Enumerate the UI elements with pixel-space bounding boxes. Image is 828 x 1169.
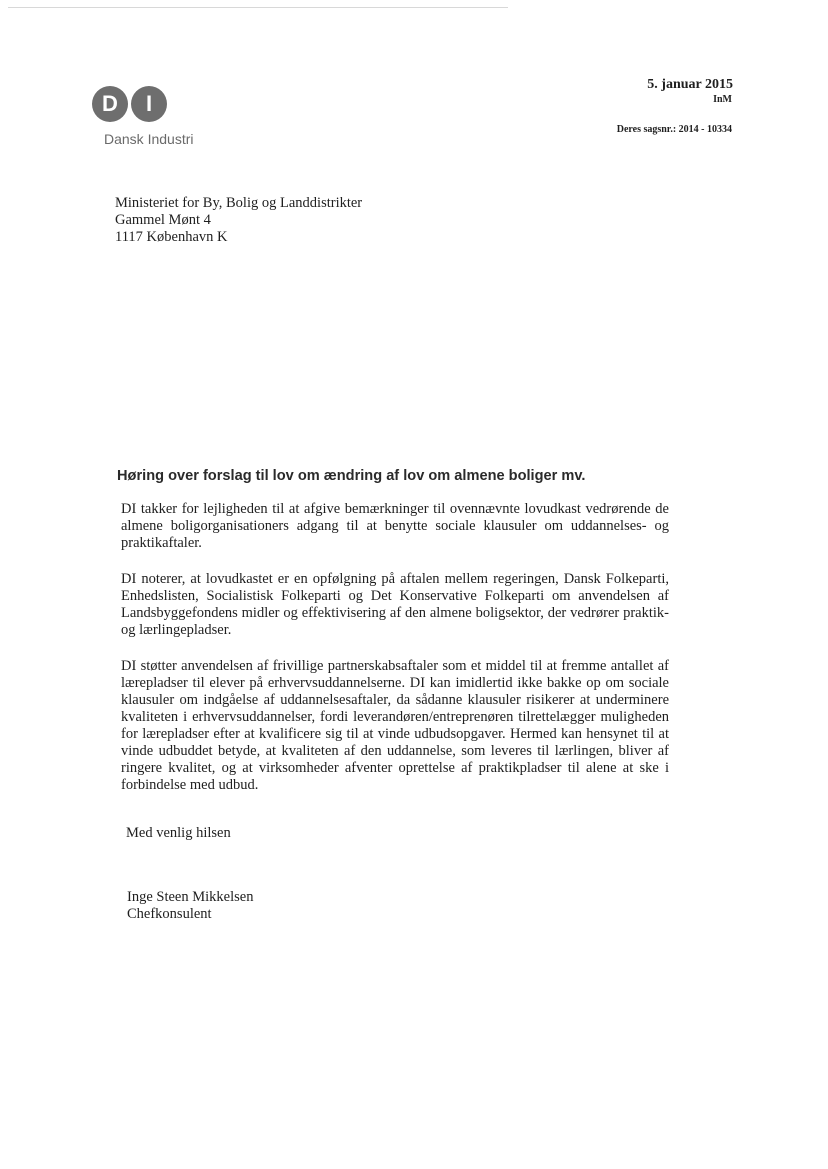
signer-title: Chefkonsulent xyxy=(127,906,212,922)
recipient-name: Ministeriet for By, Bolig og Landdistrikter xyxy=(115,195,363,211)
letter-subject: Høring over forslag til lov om ændring af lov om almene boliger mv. xyxy=(117,468,586,484)
letter-date: 5. januar 2015 xyxy=(647,77,733,92)
body-paragraph-2: DI noterer, at lovudkastet er en opfølgning på aftalen mellem regeringen, Dansk Folkeparti, Enhedslisten, Socialistisk Folkeparti og Det Konservative Folkeparti om anvendelsen af Landsbyggefondens midler og effektivisering af den almene boligsektor, der vedrører praktik- og lærlingepladser. xyxy=(121,571,669,638)
scan-edge-line xyxy=(8,7,508,8)
recipient-street: Gammel Mønt 4 xyxy=(115,212,211,228)
logo-letter-i: I xyxy=(131,86,167,122)
signature-block xyxy=(127,889,253,923)
case-reference: Deres sagsnr.: 2014 - 10334 xyxy=(616,124,732,135)
logo-letter-d: D xyxy=(92,86,128,122)
letter-body xyxy=(121,501,669,813)
body-paragraph-3: DI støtter anvendelsen af frivillige partnerskabsaftaler som et middel til at fremme antallet af lærepladser til elever på erhvervsuddannelserne. DI kan imidlertid ikke bakke op om sociale klausuler om indgåelse af uddannelsesaftaler, da sådanne klausuler risikerer at underminere kvaliteten i erhvervsuddannelser, fordi leverandøren/entreprenøren tilrettelægger muligheden for lærepladser efter at kvalificere sig til at vinde udbudsopgaver. Hermed kan hensynet til at vinde udbuddet betyde, at kvaliteten af den uddannelse, som leveres til lærlingen, bliver af ringere kvalitet, og at virksomheder afventer oprettelse af praktikpladser til alene at ske i forbindelse med udbud. xyxy=(121,658,669,793)
recipient-city: 1117 København K xyxy=(115,229,228,245)
signer-name: Inge Steen Mikkelsen xyxy=(127,889,254,905)
recipient-address xyxy=(115,195,362,246)
sender-initials: InM xyxy=(713,94,732,105)
closing-greeting: Med venlig hilsen xyxy=(126,825,231,841)
body-paragraph-1: DI takker for lejligheden til at afgive bemærkninger til ovennævnte lovudkast vedrørende de almene boligorganisationers adgang til at benytte sociale klausuler om uddannelses- og praktikaftaler. xyxy=(121,501,669,551)
logo-name: Dansk Industri xyxy=(104,131,194,147)
